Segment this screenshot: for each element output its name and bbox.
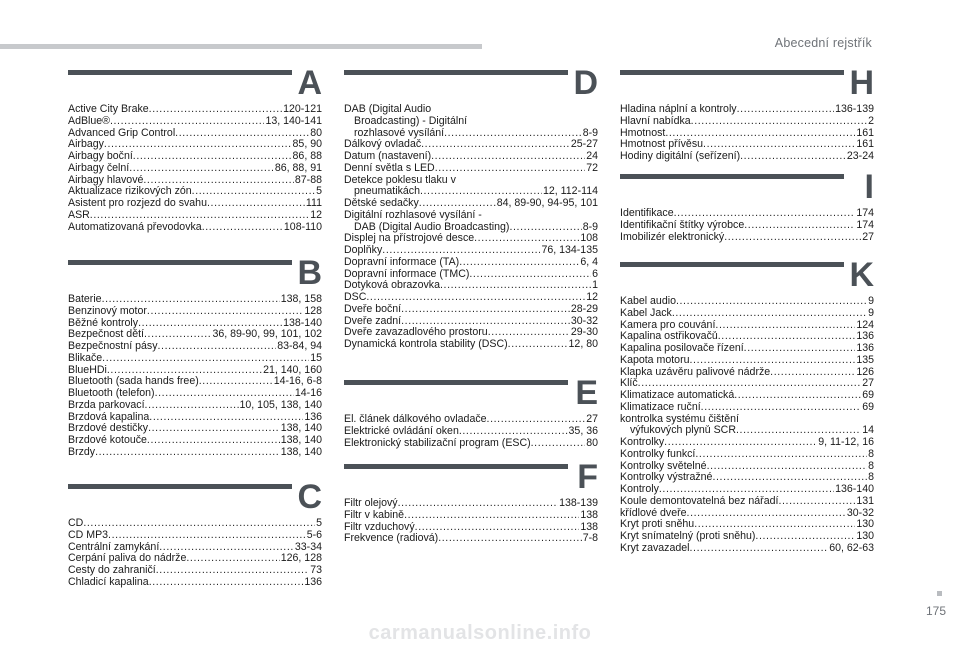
index-entry: Bezpečnostní pásy ..... 83-84, 94 [68, 341, 322, 353]
index-entry: Hlavní nabídka ..... 2 [620, 116, 874, 128]
index-entry: Displej na přístrojové desce ..... 108 [344, 233, 598, 245]
index-entry: Klimatizace ruční ..... 69 [620, 402, 874, 414]
section-letter: C [297, 478, 322, 516]
index-entry: Kryt proti sněhu ..... 130 [620, 519, 874, 531]
index-entry: Airbagy ..... 85, 90 [68, 139, 322, 151]
index-entry: Airbagy čelní ..... 86, 88, 91 [68, 163, 322, 175]
index-entry: Identifikace ..... 174 [620, 208, 874, 220]
index-entry: Dopravní informace (TMC) ..... 6 [344, 269, 598, 281]
section-letter: F [577, 458, 598, 496]
watermark: carmanualsonline.info [368, 622, 592, 644]
index-list [620, 296, 874, 414]
section-divider [620, 174, 844, 179]
index-entry: Kapalina ostřikovačů ..... 136 [620, 331, 874, 343]
page-number: 175 [925, 604, 946, 618]
index-entry: Klíč ..... 27 [620, 378, 874, 390]
section-e [344, 374, 598, 449]
index-entry: Dynamická kontrola stability (DSC) ..... 12, 80 [344, 339, 598, 351]
section-f [344, 458, 598, 545]
index-entry: Filtr vzduchový ..... 138 [344, 522, 598, 534]
index-entry: Asistent pro rozjezd do svahu ..... 111 [68, 198, 322, 210]
section-letter: K [849, 256, 874, 294]
index-entry: Bezpečnost dětí ..... 36, 89-90, 99, 101, 102 [68, 329, 322, 341]
index-entry: Dopravní informace (TA) ..... 6, 4 [344, 257, 598, 269]
index-column-3 [620, 64, 874, 554]
index-entry: Cesty do zahraničí ..... 73 [68, 565, 322, 577]
index-entry: Dveře boční ..... 28-29 [344, 304, 598, 316]
index-entry: Klapka uzávěru palivové nádrže ..... 126 [620, 367, 874, 379]
index-entry: výfukových plynů SCR ..... 14 [620, 425, 874, 437]
index-entry: Active City Brake ..... 120-121 [68, 104, 322, 116]
index-entry: rozhlasové vysílání ..... 8-9 [344, 128, 598, 140]
index-entry: Hladina náplní a kontroly ..... 136-139 [620, 104, 874, 116]
header-bar [0, 44, 482, 49]
index-entry: Doplňky ..... 76, 134-135 [344, 245, 598, 257]
index-entry: Kontrolky funkcí ..... 8 [620, 449, 874, 461]
index-entry: Kapota motoru ..... 135 [620, 355, 874, 367]
index-entry: Identifikační štítky výrobce ..... 174 [620, 220, 874, 232]
index-entry: Filtr olejový ..... 138-139 [344, 498, 598, 510]
index-entry: Broadcasting) - Digitální [354, 114, 468, 127]
section-a [68, 64, 322, 233]
index-entry: Dotyková obrazovka ..... 1 [344, 280, 598, 292]
section-b [68, 254, 322, 459]
index-entry: Elektronický stabilizační program (ESC) ..... 80 [344, 438, 598, 450]
index-column-2 [344, 64, 598, 545]
section-divider [68, 484, 292, 489]
index-entry: CD MP3 ..... 5-6 [68, 530, 322, 542]
index-entry: Automatizovaná převodovka ..... 108-110 [68, 222, 322, 234]
section-c [68, 478, 322, 589]
index-list [344, 498, 598, 545]
index-entry: Bluetooth (sada hands free) ..... 14-16, 6-8 [68, 376, 322, 388]
index-entry: Koule demontovatelná bez nářadí ..... 131 [620, 496, 874, 508]
index-list [620, 437, 874, 555]
index-list [620, 208, 874, 243]
index-entry: Kamera pro couvání ..... 124 [620, 320, 874, 332]
section-k [620, 256, 874, 555]
index-entry: Kabel audio ..... 9 [620, 296, 874, 308]
index-entry: Brzdové kotouče ..... 138, 140 [68, 435, 322, 447]
section-letter: H [849, 64, 874, 102]
index-entry: Klimatizace automatická ..... 69 [620, 390, 874, 402]
section-divider [344, 464, 568, 469]
index-entry: Dveře zadní ..... 30-32 [344, 316, 598, 328]
section-divider [68, 70, 292, 75]
section-divider [344, 70, 568, 75]
index-entry: Elektrické ovládání oken ..... 35, 36 [344, 426, 598, 438]
index-entry: křídlové dveře ..... 30-32 [620, 508, 874, 520]
index-entry: Aktualizace rizikových zón ..... 5 [68, 186, 322, 198]
section-divider [344, 380, 568, 385]
section-divider [620, 70, 844, 75]
index-entry: Hmotnost přívěsu ..... 161 [620, 139, 874, 151]
index-entry: Airbagy hlavové ..... 87-88 [68, 175, 322, 187]
section-divider [68, 260, 292, 265]
index-list [68, 104, 322, 233]
index-entry: DAB (Digital Audio [344, 103, 432, 115]
index-entry: El. článek dálkového ovladače ..... 27 [344, 414, 598, 426]
index-entry: Denní světla s LED ..... 72 [344, 163, 598, 175]
index-entry: Čerpání paliva do nádrže ..... 126, 128 [68, 553, 322, 565]
index-entry: Kabel Jack ..... 9 [620, 308, 874, 320]
index-entry: Brzdy ..... 138, 140 [68, 447, 322, 459]
index-entry: Kontroly ..... 136-140 [620, 484, 874, 496]
index-entry: pneumatikách ..... 12, 112-114 [344, 186, 598, 198]
index-entry: Digitální rozhlasové vysílání - [344, 208, 482, 221]
index-entry: BlueHDi ..... 21, 140, 160 [68, 365, 322, 377]
index-entry: ASR ..... 12 [68, 210, 322, 222]
index-entry: Frekvence (radiová) ..... 7-8 [344, 533, 598, 545]
index-list [620, 104, 874, 163]
page-marker [937, 591, 942, 596]
index-entry: Hodiny digitální (seřízení) ..... 23-24 [620, 151, 874, 163]
index-entry: Benzinový motor ..... 128 [68, 306, 322, 318]
section-letter: I [864, 168, 874, 206]
index-entry: CD ..... 5 [68, 518, 322, 530]
index-entry: Kontrolky ..... 9, 11-12, 16 [620, 437, 874, 449]
index-entry: AdBlue® ..... 13, 140-141 [68, 116, 322, 128]
index-entry: Blikače ..... 15 [68, 353, 322, 365]
index-entry: Kontrolky světelné ..... 8 [620, 461, 874, 473]
index-entry: kontrolka systému čištění [620, 412, 739, 425]
index-entry: DSC ..... 12 [344, 292, 598, 304]
index-entry: Chladicí kapalina ..... 136 [68, 577, 322, 589]
section-h [620, 64, 874, 163]
index-entry: Dálkový ovladač ..... 25-27 [344, 139, 598, 151]
index-list [344, 233, 598, 351]
section-i [620, 168, 874, 243]
index-entry: Hmotnost ..... 161 [620, 128, 874, 140]
index-entry: DAB (Digital Audio Broadcasting) ..... 8-9 [344, 222, 598, 234]
index-entry: Dětské sedačky ..... 84, 89-90, 94-95, 101 [344, 198, 598, 210]
index-entry: Detekce poklesu tlaku v [344, 173, 456, 186]
index-entry: Brzdové destičky ..... 138, 140 [68, 423, 322, 435]
index-entry: Kontrolky výstražné ..... 8 [620, 472, 874, 484]
index-list [68, 518, 322, 589]
index-entry: Běžné kontroly ..... 138-140 [68, 318, 322, 330]
index-entry: Baterie ..... 138, 158 [68, 294, 322, 306]
page-title: Abecední rejstřík [774, 36, 872, 50]
index-entry: Dveře zavazadlového prostoru ..... 29-30 [344, 327, 598, 339]
index-list [344, 198, 598, 210]
section-letter: B [297, 254, 322, 292]
index-entry: Filtr v kabině ..... 138 [344, 510, 598, 522]
index-entry: Airbagy boční ..... 86, 88 [68, 151, 322, 163]
index-entry: Kryt zavazadel ..... 60, 62-63 [620, 543, 874, 555]
index-list [344, 414, 598, 449]
section-letter: A [297, 64, 322, 102]
index-entry: Datum (nastavení) ..... 24 [344, 151, 598, 163]
index-list [344, 139, 598, 174]
section-divider [620, 262, 844, 267]
index-entry: Brzdová kapalina ..... 136 [68, 412, 322, 424]
index-column-1 [68, 64, 322, 588]
index-entry: Centrální zamykání ..... 33-34 [68, 542, 322, 554]
index-entry: Advanced Grip Control ..... 80 [68, 128, 322, 140]
section-d [344, 64, 598, 351]
index-entry: Imobilizér elektronický ..... 27 [620, 232, 874, 244]
section-letter: D [573, 64, 598, 102]
index-list [68, 294, 322, 459]
index-entry: Bluetooth (telefon) ..... 14-16 [68, 388, 322, 400]
index-entry: Brzda parkovací ..... 10, 105, 138, 140 [68, 400, 322, 412]
index-entry: Kryt snímatelný (proti sněhu) ..... 130 [620, 531, 874, 543]
index-entry: Kapalina posilovače řízení ..... 136 [620, 343, 874, 355]
section-letter: E [575, 374, 598, 412]
